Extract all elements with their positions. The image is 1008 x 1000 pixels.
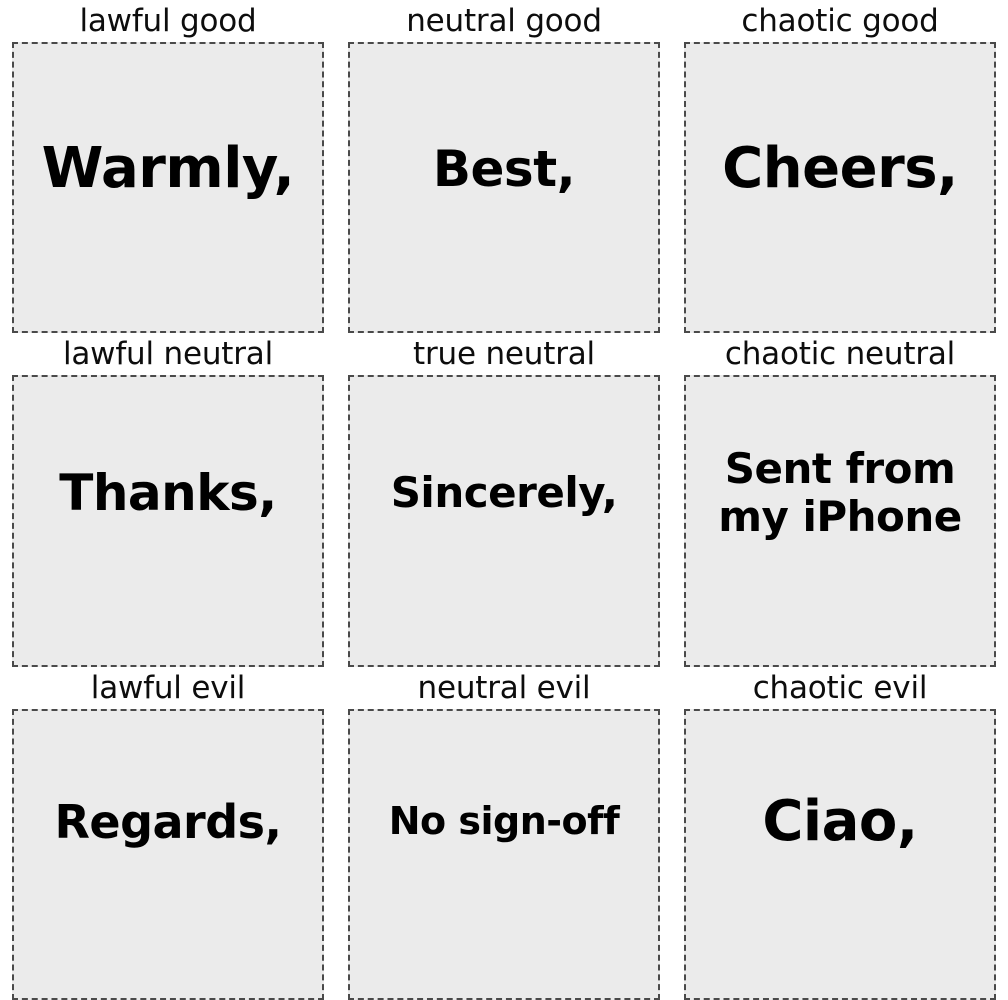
alignment-label-neutral-good: neutral good <box>406 3 602 39</box>
alignment-box-true-neutral <box>348 375 660 666</box>
alignment-box-lawful-evil <box>12 709 324 1000</box>
alignment-cell-neutral-evil <box>336 667 672 1000</box>
alignment-label-lawful-neutral: lawful neutral <box>62 336 274 373</box>
alignment-label-chaotic-evil: chaotic evil <box>752 669 928 706</box>
alignment-label-neutral-evil: neutral evil <box>417 669 591 706</box>
alignment-box-chaotic-evil <box>684 709 996 1000</box>
alignment-box-lawful-good <box>12 42 324 333</box>
alignment-box-lawful-neutral <box>12 375 324 666</box>
alignment-text-neutral-evil: No sign-off <box>388 799 620 844</box>
alignment-box-neutral-good <box>348 42 660 333</box>
alignment-text-lawful-good: Warmly, <box>41 136 295 202</box>
alignment-text-chaotic-good: Cheers, <box>722 136 958 202</box>
alignment-text-lawful-evil: Regards, <box>54 795 282 850</box>
alignment-cell-lawful-evil <box>0 667 336 1000</box>
alignment-cell-chaotic-good <box>672 0 1008 333</box>
alignment-cell-neutral-good <box>336 0 672 333</box>
alignment-label-lawful-good: lawful good <box>79 3 257 39</box>
alignment-text-chaotic-evil: Ciao, <box>762 788 918 854</box>
alignment-text-neutral-good: Best, <box>432 140 576 199</box>
alignment-text-chaotic-neutral: Sent from my iPhone <box>718 443 962 541</box>
alignment-label-lawful-evil: lawful evil <box>90 669 246 706</box>
alignment-cell-chaotic-evil <box>672 667 1008 1000</box>
alignment-text-true-neutral: Sincerely, <box>390 467 618 517</box>
alignment-label-true-neutral: true neutral <box>413 336 595 373</box>
alignment-label-chaotic-neutral: chaotic neutral <box>724 336 956 373</box>
alignment-cell-lawful-good <box>0 0 336 333</box>
alignment-box-neutral-evil <box>348 709 660 1000</box>
alignment-cell-true-neutral <box>336 333 672 666</box>
alignment-box-chaotic-good <box>684 42 996 333</box>
alignment-label-chaotic-good: chaotic good <box>741 3 939 39</box>
alignment-box-chaotic-neutral <box>684 375 996 666</box>
alignment-cell-lawful-neutral <box>0 333 336 666</box>
alignment-text-lawful-neutral: Thanks, <box>59 463 277 522</box>
alignment-cell-chaotic-neutral <box>672 333 1008 666</box>
